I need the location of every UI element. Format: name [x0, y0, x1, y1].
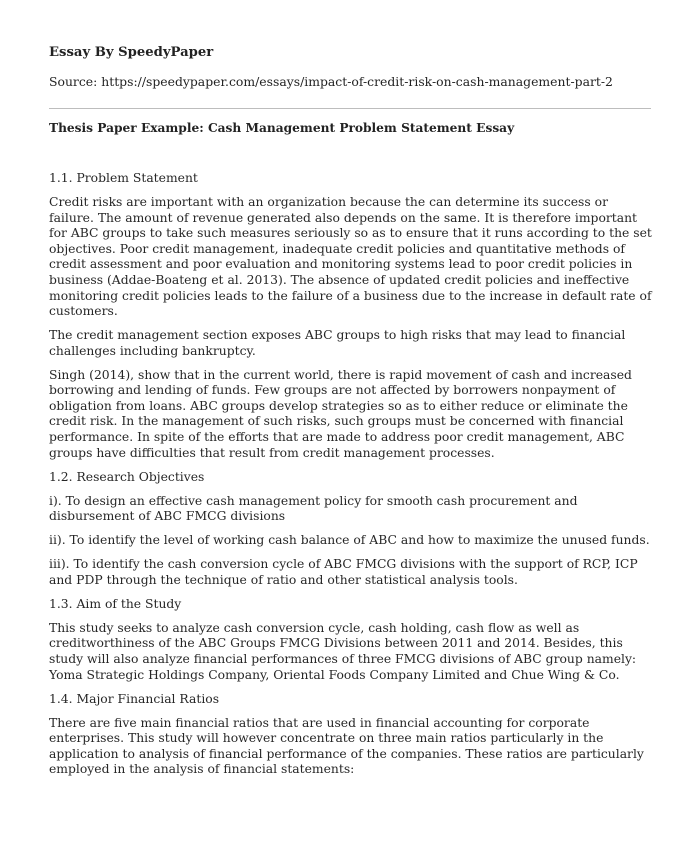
objective-2: ii). To identify the level of working cash balance of ABC and how to maximize the unused funds.: [49, 533, 650, 548]
paragraph-credit-management-section: The credit management section exposes ABC groups to high risks that may lead to financial challenges including bankruptcy.: [49, 328, 626, 358]
paragraph-credit-risks: Credit risks are important with an organization because the can determine its success or failure. The amount of revenue generated also depends on the same. It is therefore important for ABC groups to take such measures seriously so as to ensure that it runs according to the set objectives. Poor credit management, inadequate credit policies and quantitative methods of credit assessment and poor evaluation and monitoring systems lead to poor credit policies in business (Addae-Boateng et al. 2013). The absence of updated credit policies and ineffective monitoring credit policies leads to the failure of a business due to the increase in default rate of customers.: [49, 194, 652, 319]
section-heading-aim-of-study: 1.3. Aim of the Study: [49, 596, 182, 611]
paragraph-singh-2014: Singh (2014), show that in the current world, there is rapid movement of cash and increased borrowing and lending of funds. Few groups are not affected by borrowers nonpayment of obligation from loans. ABC groups develop strategies so as to either reduce or eliminate the credit risk. In the management of such risks, such groups must be concerned with financial performance. In spite of the efforts that are made to address poor credit management, ABC groups have difficulties that result from credit management processes.: [49, 367, 632, 460]
source-line: Source: https://speedypaper.com/essays/impact-of-credit-risk-on-cash-management-part-2: [49, 74, 613, 89]
essay-body: [49, 171, 654, 786]
header-divider: [49, 108, 651, 109]
document-title: Thesis Paper Example: Cash Management Problem Statement Essay: [49, 121, 515, 135]
objective-3: iii). To identify the cash conversion cycle of ABC FMCG divisions with the support of RCP, ICP and PDP through the technique of ratio and other statistical analysis tools.: [49, 557, 638, 587]
paragraph-financial-ratios: There are five main financial ratios that are used in financial accounting for corporate enterprises. This study will however concentrate on three main ratios particularly in the application to analysis of financial performance of the companies. These ratios are particularly employed in the analysis of financial statements:: [49, 715, 644, 777]
objective-1: i). To design an effective cash management policy for smooth cash procurement and disbursement of ABC FMCG divisions: [49, 493, 578, 524]
brand-heading: Essay By SpeedyPaper: [49, 45, 214, 60]
section-heading-financial-ratios: 1.4. Major Financial Ratios: [49, 691, 220, 706]
paragraph-aim: This study seeks to analyze cash conversion cycle, cash holding, cash flow as well as creditworthiness of the ABC Groups FMCG Divisions between 2011 and 2014. Besides, this study will also analyze financial performances of three FMCG divisions of ABC group namely: Yoma Strategic Holdings Company, Oriental Foods Company Limited and Chue Wing & Co.: [49, 620, 637, 682]
section-heading-problem-statement: 1.1. Problem Statement: [49, 171, 198, 185]
section-heading-research-objectives: 1.2. Research Objectives: [49, 469, 205, 484]
